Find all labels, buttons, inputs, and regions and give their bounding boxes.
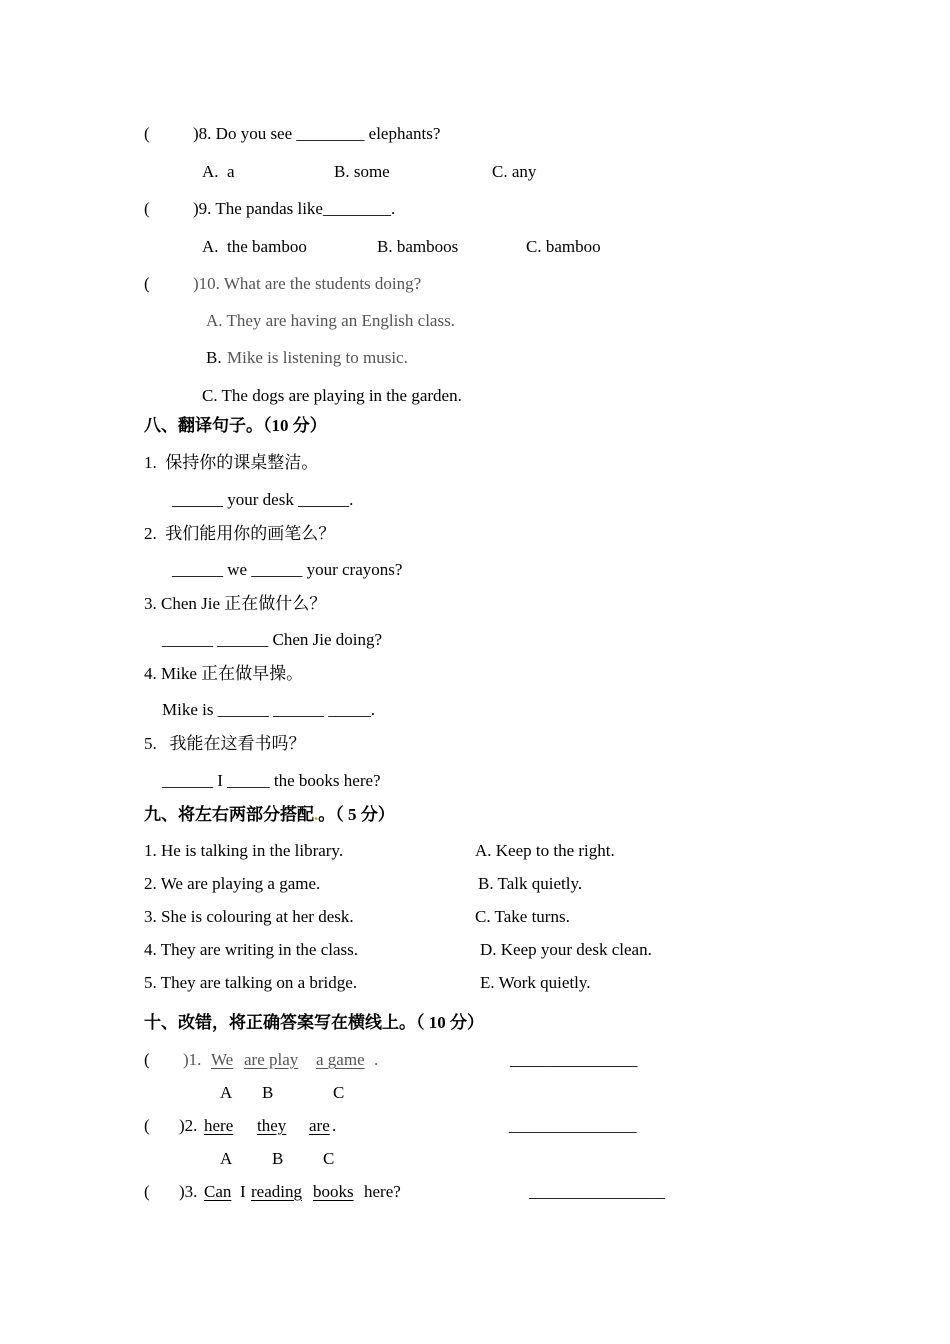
match-left-item: 5. They are talking on a bridge. (144, 973, 358, 992)
correction-1-part-a: We (211, 1050, 234, 1069)
question-10-option-a: A. They are having an English class. (206, 311, 455, 330)
section-9-heading (144, 805, 395, 825)
match-right-item: E. Work quietly. (480, 973, 591, 992)
correction-1-part-b: are play (244, 1050, 299, 1069)
correction-1-label-b: B (262, 1083, 274, 1102)
correction-3-answer-blank: ________________ (529, 1182, 665, 1201)
correction-3-part-a: Can (204, 1182, 232, 1201)
match-left-item: 3. She is colouring at her desk. (144, 907, 354, 926)
correction-3-end: here? (364, 1182, 401, 1201)
question-8-option-b: B. some (334, 162, 390, 181)
question-10-option-c: C. The dogs are playing in the garden. (202, 386, 462, 405)
answer-paren: ( (144, 124, 150, 143)
correction-3-number: )3. (179, 1182, 198, 1201)
translate-item-2-chinese: 2. 我们能用你的画笔么？ (144, 524, 336, 543)
question-8-option-a: A. a (202, 162, 235, 181)
question-8-stem: )8. Do you see ________ elephants? (193, 124, 441, 143)
translate-item-5-chinese: 5. 我能在这看书吗？ (144, 734, 306, 753)
match-right-item: D. Keep your desk clean. (480, 940, 652, 959)
correction-1-end: . (374, 1050, 379, 1069)
match-left-item: 4. They are writing in the class. (144, 940, 359, 959)
section-9-heading-score: 。（ 5 分） (318, 805, 395, 824)
match-left-item: 2. We are playing a game. (144, 874, 321, 893)
answer-paren: ( (144, 1050, 150, 1069)
question-9-option-b: B. bamboos (377, 237, 459, 256)
correction-3-part-c: books (313, 1182, 354, 1201)
correction-2-part-c: are (309, 1116, 330, 1135)
match-right-item: C. Take turns. (475, 907, 570, 926)
correction-2-label-a: A (220, 1149, 233, 1168)
question-9-stem: )9. The pandas like________. (193, 199, 396, 218)
correction-1-part-c: a game (316, 1050, 365, 1069)
question-9-option-c: C. bamboo (526, 237, 601, 256)
correction-1-answer-blank: _______________ (510, 1050, 638, 1069)
question-10-stem: )10. What are the students doing? (193, 274, 422, 293)
correction-2-answer-blank: _______________ (509, 1116, 637, 1135)
correction-1-number: )1. (183, 1050, 202, 1069)
translate-item-1-english: ______ your desk ______. (172, 490, 354, 509)
translate-item-2-english: ______ we ______ your crayons? (172, 560, 403, 579)
match-left-item: 1. He is talking in the library. (144, 841, 344, 860)
translate-item-1-chinese: 1. 保持你的课桌整洁。 (144, 453, 319, 472)
translate-item-4-english: Mike is ______ ______ _____. (162, 700, 375, 719)
correction-2-label-b: B (272, 1149, 284, 1168)
correction-2-part-b: they (257, 1116, 287, 1135)
translate-item-3-english: ______ ______ Chen Jie doing? (162, 630, 383, 649)
translate-item-5-english: ______ I _____ the books here? (162, 771, 381, 790)
answer-paren: ( (144, 1116, 150, 1135)
translate-item-3-chinese: 3. Chen Jie 正在做什么？ (144, 594, 327, 613)
section-9-heading-text: 九、将左右两部分搭配 (144, 805, 314, 824)
correction-3-word: I (240, 1182, 246, 1201)
translate-item-4-chinese: 4. Mike 正在做早操。 (144, 664, 304, 683)
answer-paren: ( (144, 1182, 150, 1201)
correction-3-part-b: reading (251, 1182, 302, 1201)
correction-1-label-c: C (333, 1083, 345, 1102)
question-10-option-b-letter: B. (206, 348, 222, 367)
section-8-heading: 八、翻译句子。（10 分） (144, 416, 327, 435)
match-right-item: A. Keep to the right. (475, 841, 615, 860)
section-10-heading: 十、改错，将正确答案写在横线上。（ 10 分） (144, 1013, 484, 1032)
correction-2-end: . (332, 1116, 337, 1135)
question-9-option-a: A. the bamboo (202, 237, 307, 256)
match-right-item: B. Talk quietly. (478, 874, 583, 893)
correction-2-part-a: here (204, 1116, 234, 1135)
answer-paren: ( (144, 199, 150, 218)
correction-1-label-a: A (220, 1083, 233, 1102)
section-9-heading-dot: . (314, 805, 319, 824)
question-10-option-b: Mike is listening to music. (227, 348, 408, 367)
correction-2-number: )2. (179, 1116, 198, 1135)
correction-2-label-c: C (323, 1149, 335, 1168)
answer-paren: ( (144, 274, 150, 293)
question-8-option-c: C. any (492, 162, 537, 181)
